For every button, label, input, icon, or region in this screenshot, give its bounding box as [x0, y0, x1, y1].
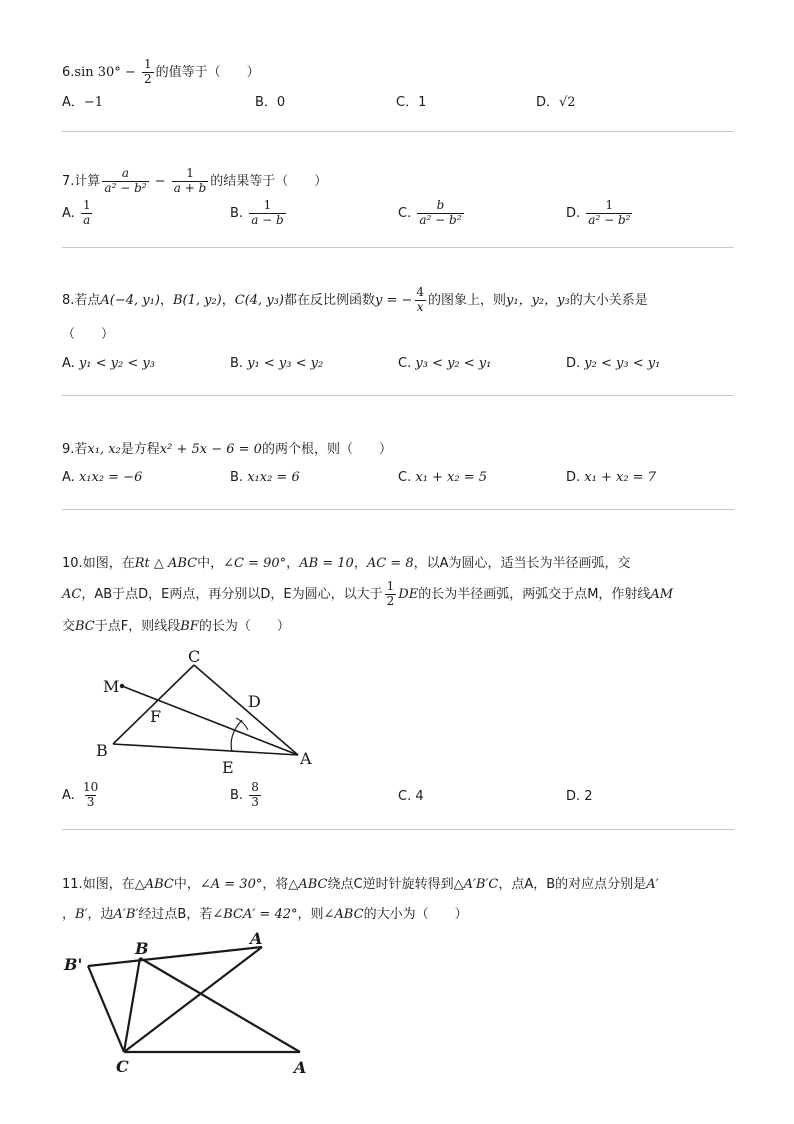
q7-option-d: D. $\frac{1}{\text{a² − b²}}$: [566, 198, 631, 227]
q8-option-a: A. y₁ < y₂ < y₃: [62, 356, 155, 371]
q11-label-b: B: [135, 939, 149, 958]
q10-label-f: F: [150, 707, 162, 726]
q11-label-a-prime: A: [250, 929, 263, 948]
q10-point-m: [120, 684, 124, 688]
divider: [62, 247, 734, 248]
q10-option-b: B. $\frac{8}{3}$: [230, 780, 259, 809]
q7-fraction-1: $\frac{a}{\text{a² − b²}}$: [104, 166, 147, 195]
q6-option-a: A．−1: [62, 95, 104, 110]
q11-side-cb: [124, 958, 140, 1052]
q9-option-a: A. x₁x₂ = −6: [62, 470, 143, 485]
q10-stem-line3: 交BC于点F，则线段BF的长为（ ）: [62, 619, 290, 634]
q6-stem: 6.sin 30° − $\frac{1}{2}$ 的值等于（ ）: [62, 57, 260, 86]
q10-arc-small: [236, 718, 248, 730]
q10-arc: [231, 720, 242, 752]
q6-option-c: C．1: [396, 95, 427, 110]
q11-side-b1a1: [88, 947, 262, 966]
q11-stem-line1: 11.如图，在△ABC中，∠A = 30°，将△ABC绕点C逆时针旋转得到△A′B′C，点A，B的对应点分别是A′: [62, 877, 659, 892]
q8-stem-line2: （ ）: [62, 327, 115, 342]
q10-side-bc: [113, 665, 194, 744]
q10-label-d: D: [248, 692, 261, 711]
q10-option-d: D. 2: [566, 789, 593, 804]
q10-figure: [95, 642, 325, 777]
q10-label-c: C: [188, 647, 201, 666]
q10-option-c: C. 4: [398, 789, 424, 804]
q10-stem-line2: AC，AB于点D，E两点，再分别以D，E为圆心，以大于 $\frac{1}{2}$ DE的长为半径画弧，两弧交于点M，作射线AM: [62, 579, 674, 608]
q10-stem-line1: 10.如图，在Rt △ ABC中，∠C = 90°，AB = 10，AC = 8，以A为圆心，适当长为半径画弧，交: [62, 556, 631, 571]
q7-fraction-2: $\frac{1}{a + b}$: [173, 166, 207, 195]
q9-stem: 9.若x₁, x₂是方程x² + 5x − 6 = 0的两个根，则（ ）: [62, 442, 392, 457]
q7-option-a: A. $\frac{1}{a}$: [62, 198, 91, 227]
divider: [62, 395, 734, 396]
q8-stem: 8.若点A(−4, y₁)，B(1, y₂)，C(4, y₃)都在反比例函数y = − $\frac{4}{x}$ 的图象上，则y₁，y₂，y₃的大小关系是: [62, 285, 648, 314]
q10-option-a: A. $\frac{10}{3}$: [62, 780, 99, 809]
q8-option-c: C. y₃ < y₂ < y₁: [398, 356, 492, 371]
q7-stem: 7.计算 $\frac{a}{\text{a² − b²}}$ − $\frac{1}{a + b}$ 的结果等于（ ）: [62, 166, 328, 195]
q11-label-b-prime: B': [64, 955, 83, 974]
q10-fraction: $\frac{1}{2}$: [386, 579, 395, 608]
q11-stem-line2: ，B′，边A′B′经过点B，若∠BCA′ = 42°，则∠ABC的大小为（ ）: [62, 907, 468, 922]
q11-side-b1c: [88, 966, 124, 1052]
q9-option-c: C. x₁ + x₂ = 5: [398, 470, 488, 485]
q10-ray-am: [122, 686, 298, 755]
q11-label-a: A: [294, 1058, 307, 1076]
q9-option-d: D. x₁ + x₂ = 7: [566, 470, 656, 485]
q10-label-a: A: [300, 749, 312, 768]
q6-fraction: $\frac{1}{2}$: [143, 57, 152, 86]
q10-label-m: M: [103, 677, 120, 696]
q8-option-d: D. y₂ < y₃ < y₁: [566, 356, 661, 371]
q11-side-ca1: [124, 947, 262, 1052]
q6-option-b: B．0: [255, 95, 286, 110]
q6-option-d: D．√2: [536, 95, 576, 110]
q11-label-c: C: [116, 1057, 129, 1076]
q10-label-e: E: [222, 758, 234, 777]
q8-option-b: B. y₁ < y₃ < y₂: [230, 356, 324, 371]
divider: [62, 829, 734, 830]
q8-fraction: $\frac{4}{x}$: [416, 285, 425, 314]
q7-option-c: C. $\frac{b}{\text{a² − b²}}$: [398, 198, 462, 227]
q7-option-b: B. $\frac{1}{a - b}$: [230, 198, 284, 227]
q10-side-ca: [194, 665, 298, 755]
q10-side-ba: [113, 744, 298, 755]
q11-figure: [60, 928, 325, 1076]
q9-option-b: B. x₁x₂ = 6: [230, 470, 300, 485]
q11-side-ba: [140, 958, 300, 1052]
divider: [62, 509, 734, 510]
divider: [62, 131, 734, 132]
q10-label-b: B: [96, 741, 108, 760]
